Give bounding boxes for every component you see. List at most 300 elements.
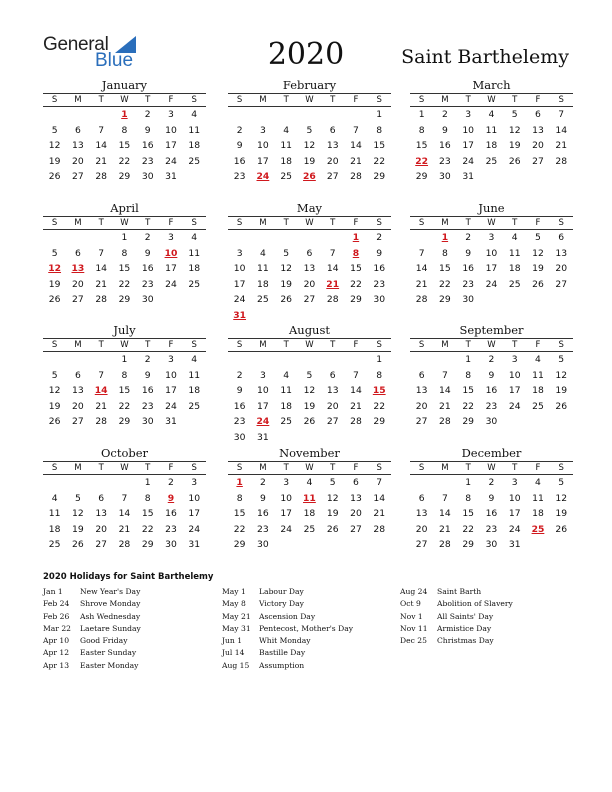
day-cell: 26 — [280, 294, 293, 305]
day-cell: 15 — [373, 140, 386, 151]
month-name: March — [472, 78, 511, 92]
day-cell: 13 — [72, 385, 84, 396]
day-cell: 15 — [118, 140, 131, 151]
day-cell: 18 — [485, 140, 498, 151]
day-cell: 12 — [280, 263, 293, 274]
weekday-label: S — [558, 95, 564, 105]
day-cell: 16 — [439, 140, 451, 151]
holiday-row — [43, 586, 141, 598]
day-cell: 3 — [168, 232, 174, 243]
day-cell: 7 — [418, 247, 425, 259]
day-cell: 23 — [165, 523, 177, 535]
holiday-row — [43, 598, 141, 610]
empty-day-cell — [228, 230, 251, 246]
weekday-header — [410, 338, 573, 352]
holiday-date: Jul 14 — [222, 648, 245, 658]
holiday-row — [400, 635, 513, 647]
day-cell: 25 — [485, 155, 498, 167]
day-cell: 10 — [280, 492, 293, 504]
holiday-day-cell: 26 — [303, 171, 316, 182]
day-cell: 29 — [462, 416, 475, 427]
day-cell: 3 — [511, 477, 518, 488]
day-cell: 23 — [439, 155, 451, 167]
day-cell: 6 — [418, 492, 425, 504]
weekday-label: T — [330, 463, 336, 473]
day-cell: 18 — [280, 400, 293, 412]
day-cell: 11 — [188, 247, 201, 259]
month-name: October — [100, 446, 149, 460]
holiday-day-cell: 15 — [372, 385, 386, 396]
day-cell: 9 — [236, 385, 243, 396]
empty-day-cell — [90, 475, 113, 491]
day-cell: 5 — [51, 247, 58, 259]
day-cell: 8 — [465, 492, 472, 504]
empty-day-cell — [344, 107, 367, 123]
weekday-label: W — [487, 463, 496, 473]
day-cell: 5 — [74, 492, 81, 504]
day-cell: 27 — [532, 155, 544, 167]
holiday-date: Apr 13 — [43, 660, 70, 670]
day-cell: 16 — [233, 155, 246, 167]
day-cell: 3 — [259, 369, 266, 381]
day-cell: 5 — [511, 109, 518, 120]
holiday-date: Aug 15 — [222, 660, 250, 670]
empty-day-cell — [321, 107, 344, 123]
day-cell: 18 — [257, 278, 269, 290]
day-cell: 18 — [508, 263, 521, 274]
holiday-day-cell: 24 — [256, 416, 270, 427]
weekday-label: M — [441, 463, 449, 473]
day-cell: 27 — [326, 416, 339, 427]
holiday-row — [222, 586, 353, 598]
day-cell: 4 — [535, 354, 541, 365]
day-cell: 19 — [532, 263, 544, 274]
day-cell: 15 — [439, 263, 451, 274]
weekday-label: F — [168, 463, 174, 473]
day-cell: 22 — [233, 523, 246, 535]
month-name: May — [296, 201, 323, 215]
weekday-header — [228, 216, 391, 230]
day-cell: 29 — [350, 294, 362, 305]
day-cell: 7 — [558, 109, 565, 120]
weekday-label: M — [74, 95, 82, 105]
holiday-date: May 21 — [222, 611, 251, 621]
day-cell: 22 — [118, 400, 131, 412]
month-january — [43, 78, 206, 185]
day-cell: 30 — [141, 294, 154, 305]
day-cell: 23 — [485, 400, 498, 412]
day-cell: 2 — [488, 354, 495, 365]
weekday-label: T — [98, 463, 104, 473]
day-cell: 25 — [188, 400, 201, 412]
day-cell: 24 — [165, 155, 177, 167]
weekday-label: M — [259, 340, 267, 350]
day-cell: 8 — [441, 247, 448, 259]
day-cell: 27 — [326, 171, 339, 182]
weekday-label: S — [558, 218, 564, 228]
day-cell: 18 — [188, 263, 201, 274]
day-cell: 11 — [280, 385, 293, 396]
holiday-name: Whit Monday — [259, 636, 311, 646]
day-cell: 16 — [233, 400, 246, 412]
day-cell: 10 — [462, 124, 475, 136]
holiday-name: New Year's Day — [80, 587, 141, 596]
day-cell: 1 — [121, 232, 128, 243]
day-cell: 5 — [558, 354, 565, 365]
day-cell: 7 — [121, 492, 128, 504]
day-cell: 30 — [373, 294, 386, 305]
holiday-name: Assumption — [259, 660, 305, 670]
weekday-label: S — [418, 218, 425, 228]
day-cell: 27 — [72, 171, 84, 182]
weekday-label: S — [236, 340, 243, 350]
day-cell: 8 — [376, 369, 383, 381]
holiday-day-cell: 31 — [233, 309, 247, 321]
day-cell: 13 — [415, 508, 428, 519]
holiday-name: Christmas Day — [437, 636, 494, 646]
day-cell: 16 — [141, 140, 154, 151]
holiday-day-cell: 13 — [71, 263, 85, 274]
holiday-day-cell: 1 — [121, 109, 128, 120]
day-cell: 14 — [415, 263, 428, 274]
holiday-name: All Saints' Day — [437, 611, 494, 621]
month-november — [228, 446, 391, 553]
day-cell: 10 — [257, 385, 269, 396]
day-cell: 1 — [376, 109, 383, 120]
day-cell: 14 — [118, 508, 131, 519]
day-cell: 21 — [555, 140, 568, 151]
day-cell: 16 — [141, 263, 154, 274]
day-cell: 4 — [191, 232, 198, 243]
day-cell: 8 — [465, 369, 472, 381]
weekday-label: W — [305, 218, 314, 228]
day-cell: 29 — [439, 294, 451, 305]
weekday-label: S — [236, 218, 243, 228]
day-cell: 10 — [257, 140, 269, 151]
day-cell: 22 — [141, 523, 154, 535]
holiday-date: Nov 1 — [400, 611, 423, 621]
day-cell: 17 — [508, 508, 521, 519]
day-cell: 19 — [555, 385, 568, 396]
day-cell: 16 — [485, 508, 498, 519]
day-cell: 10 — [165, 369, 177, 381]
day-cell: 19 — [508, 140, 521, 151]
day-cell: 24 — [280, 523, 293, 535]
day-cell: 26 — [48, 171, 61, 182]
day-cell: 31 — [508, 539, 521, 550]
day-cell: 22 — [439, 278, 451, 290]
holiday-name: Easter Monday — [80, 660, 139, 670]
day-cell: 11 — [508, 247, 521, 259]
day-cell: 29 — [118, 416, 131, 427]
weekday-label: T — [283, 463, 289, 473]
holiday-row — [43, 635, 141, 647]
weekday-label: M — [74, 463, 82, 473]
empty-day-cell — [66, 230, 89, 246]
day-cell: 6 — [74, 247, 81, 259]
day-cell: 26 — [48, 294, 61, 305]
day-cell: 14 — [439, 385, 451, 396]
weekday-label: S — [236, 95, 243, 105]
day-cell: 18 — [188, 385, 201, 396]
day-cell: 23 — [233, 171, 246, 182]
day-cell: 28 — [373, 523, 386, 535]
holiday-date: May 1 — [222, 587, 246, 596]
day-cell: 9 — [144, 247, 151, 259]
day-cell: 3 — [191, 477, 198, 488]
day-cell: 4 — [259, 247, 266, 259]
day-cell: 13 — [532, 124, 544, 136]
weekday-label: T — [145, 95, 151, 105]
day-cell: 4 — [535, 477, 541, 488]
holiday-name: Pentecost, Mother's Day — [259, 623, 354, 633]
weekday-label: S — [51, 218, 58, 228]
day-cell: 13 — [326, 385, 339, 396]
day-cell: 17 — [165, 385, 177, 396]
holiday-day-cell: 1 — [236, 477, 243, 488]
month-february — [228, 78, 391, 185]
weekday-label: S — [558, 340, 564, 350]
day-cell: 11 — [532, 492, 544, 504]
holiday-column — [222, 586, 353, 672]
day-cell: 1 — [418, 109, 425, 120]
holiday-date: Jan 1 — [43, 587, 63, 596]
day-cell: 30 — [485, 416, 498, 427]
holiday-day-cell: 9 — [167, 492, 175, 504]
holiday-name: Ash Wednesday — [80, 611, 141, 621]
day-cell: 31 — [188, 539, 201, 550]
empty-day-cell — [66, 352, 89, 368]
holidays-title: 2020 Holidays for Saint Barthelemy — [43, 572, 214, 582]
day-cell: 7 — [441, 369, 448, 381]
day-cell: 10 — [233, 263, 246, 274]
weekday-label: S — [418, 95, 425, 105]
day-cell: 27 — [415, 416, 428, 427]
weekday-label: T — [145, 340, 151, 350]
holiday-day-cell: 1 — [441, 232, 449, 243]
holiday-row — [400, 586, 513, 598]
holiday-name: Ascension Day — [259, 611, 316, 621]
day-cell: 8 — [121, 247, 128, 259]
day-cell: 3 — [259, 124, 266, 136]
day-cell: 25 — [48, 539, 61, 550]
holiday-name: Laetare Sunday — [80, 623, 141, 633]
weekday-label: F — [353, 95, 359, 105]
holiday-date: May 8 — [222, 599, 246, 609]
day-cell: 21 — [350, 155, 362, 167]
holiday-day-cell: 25 — [531, 523, 545, 535]
weekday-header — [43, 338, 206, 352]
day-cell: 5 — [283, 247, 290, 259]
day-cell: 16 — [165, 508, 177, 519]
day-cell: 22 — [373, 400, 386, 412]
day-cell: 30 — [257, 539, 269, 550]
day-cell: 29 — [373, 171, 386, 182]
weekday-label: T — [465, 340, 471, 350]
month-december — [410, 446, 573, 553]
day-cell: 3 — [511, 354, 518, 365]
day-cell: 12 — [48, 140, 61, 151]
holiday-name: Abolition of Slavery — [437, 599, 513, 609]
day-cell: 18 — [532, 508, 544, 519]
day-cell: 27 — [95, 539, 108, 550]
day-cell: 26 — [555, 523, 568, 535]
day-cell: 19 — [303, 155, 316, 167]
day-cell: 28 — [439, 539, 451, 550]
empty-day-cell — [298, 352, 321, 368]
day-cell: 27 — [72, 294, 84, 305]
day-cell: 9 — [488, 369, 495, 381]
day-cell: 23 — [485, 523, 498, 535]
weekday-label: S — [51, 340, 58, 350]
day-cell: 16 — [257, 508, 269, 519]
holiday-date: May 31 — [222, 623, 251, 633]
weekday-label: W — [487, 340, 496, 350]
day-cell: 6 — [329, 369, 336, 381]
weekday-label: T — [98, 95, 104, 105]
day-cell: 5 — [306, 124, 313, 136]
day-cell: 17 — [280, 508, 293, 519]
day-cell: 17 — [508, 385, 521, 396]
day-cell: 15 — [415, 140, 428, 151]
day-cell: 12 — [72, 508, 84, 519]
holiday-date: Oct 9 — [400, 599, 421, 609]
weekday-label: S — [191, 95, 197, 105]
day-cell: 29 — [118, 294, 131, 305]
holiday-name: Bastille Day — [259, 648, 306, 658]
holiday-date: Apr 10 — [43, 636, 70, 646]
day-cell: 2 — [259, 477, 266, 488]
day-cell: 19 — [555, 508, 568, 519]
empty-day-cell — [251, 230, 274, 246]
day-cell: 12 — [326, 492, 339, 504]
day-cell: 4 — [283, 124, 290, 136]
day-cell: 22 — [118, 155, 131, 167]
day-cell: 14 — [95, 263, 108, 274]
day-cell: 25 — [303, 523, 316, 535]
weekday-header — [228, 93, 391, 107]
day-cell: 3 — [168, 109, 174, 120]
day-cell: 26 — [48, 416, 61, 427]
month-name: April — [110, 201, 139, 215]
empty-day-cell — [298, 230, 321, 246]
day-cell: 22 — [118, 278, 131, 290]
holiday-name: Victory Day — [259, 599, 304, 609]
weekday-label: M — [441, 218, 449, 228]
weekday-label: W — [120, 340, 129, 350]
day-cell: 28 — [350, 171, 362, 182]
day-cell: 26 — [72, 539, 84, 550]
day-cell: 15 — [141, 508, 154, 519]
day-cell: 20 — [532, 140, 544, 151]
weekday-label: T — [465, 95, 471, 105]
day-cell: 17 — [165, 263, 177, 274]
day-cell: 11 — [485, 124, 498, 136]
month-march — [410, 78, 573, 185]
weekday-label: S — [418, 463, 425, 473]
day-cell: 18 — [48, 523, 61, 535]
day-cell: 27 — [555, 278, 568, 290]
day-cell: 21 — [118, 523, 131, 535]
day-cell: 17 — [257, 400, 269, 412]
day-cell: 7 — [376, 477, 383, 488]
day-cell: 15 — [462, 508, 475, 519]
day-cell: 28 — [95, 294, 108, 305]
weekday-label: T — [98, 340, 104, 350]
weekday-label: T — [330, 218, 336, 228]
day-cell: 4 — [191, 109, 198, 120]
day-cell: 9 — [236, 140, 243, 151]
weekday-label: M — [441, 95, 449, 105]
day-cell: 4 — [488, 109, 495, 120]
day-cell: 5 — [535, 232, 541, 243]
day-cell: 28 — [350, 416, 362, 427]
day-cell: 21 — [439, 400, 451, 412]
day-cell: 31 — [257, 431, 269, 443]
weekday-header — [410, 216, 573, 230]
month-name: August — [288, 323, 330, 337]
day-cell: 21 — [95, 278, 108, 290]
day-cell: 19 — [326, 508, 339, 519]
day-cell: 20 — [72, 400, 84, 412]
day-cell: 14 — [326, 263, 339, 274]
empty-day-cell — [113, 475, 136, 491]
holiday-date: Jun 1 — [222, 636, 243, 646]
day-cell: 24 — [165, 400, 177, 412]
day-cell: 25 — [188, 278, 201, 290]
holiday-day-cell: 10 — [164, 247, 178, 259]
day-cell: 22 — [373, 155, 386, 167]
holiday-day-cell: 14 — [94, 385, 108, 396]
logo-general-text: General — [43, 34, 109, 55]
day-cell: 7 — [441, 492, 448, 504]
weekday-header — [228, 338, 391, 352]
day-cell: 19 — [303, 400, 316, 412]
holiday-day-cell: 22 — [415, 155, 429, 167]
day-cell: 20 — [72, 155, 84, 167]
day-cell: 6 — [418, 369, 425, 381]
day-cell: 7 — [353, 369, 359, 381]
weekday-label: T — [465, 463, 471, 473]
day-cell: 15 — [118, 385, 131, 396]
day-cell: 20 — [326, 155, 339, 167]
day-cell: 15 — [350, 263, 362, 274]
day-cell: 25 — [188, 155, 201, 167]
day-cell: 30 — [141, 416, 154, 427]
day-cell: 11 — [48, 508, 61, 519]
day-cell: 6 — [535, 109, 541, 120]
weekday-label: S — [51, 463, 58, 473]
day-cell: 13 — [95, 508, 108, 519]
weekday-label: W — [487, 95, 496, 105]
weekday-label: T — [512, 218, 518, 228]
day-cell: 23 — [141, 278, 154, 290]
month-name: November — [279, 446, 340, 460]
holiday-column — [400, 586, 513, 647]
day-cell: 27 — [415, 539, 428, 550]
holiday-name: Labour Day — [259, 587, 304, 596]
day-cell: 14 — [95, 140, 108, 151]
day-cell: 6 — [353, 477, 359, 488]
weekday-label: T — [283, 95, 289, 105]
day-cell: 23 — [141, 155, 154, 167]
weekday-label: S — [376, 463, 382, 473]
day-cell: 11 — [532, 369, 544, 381]
day-cell: 21 — [439, 523, 451, 535]
day-cell: 6 — [98, 492, 105, 504]
weekday-label: F — [168, 340, 174, 350]
day-cell: 18 — [188, 140, 201, 151]
